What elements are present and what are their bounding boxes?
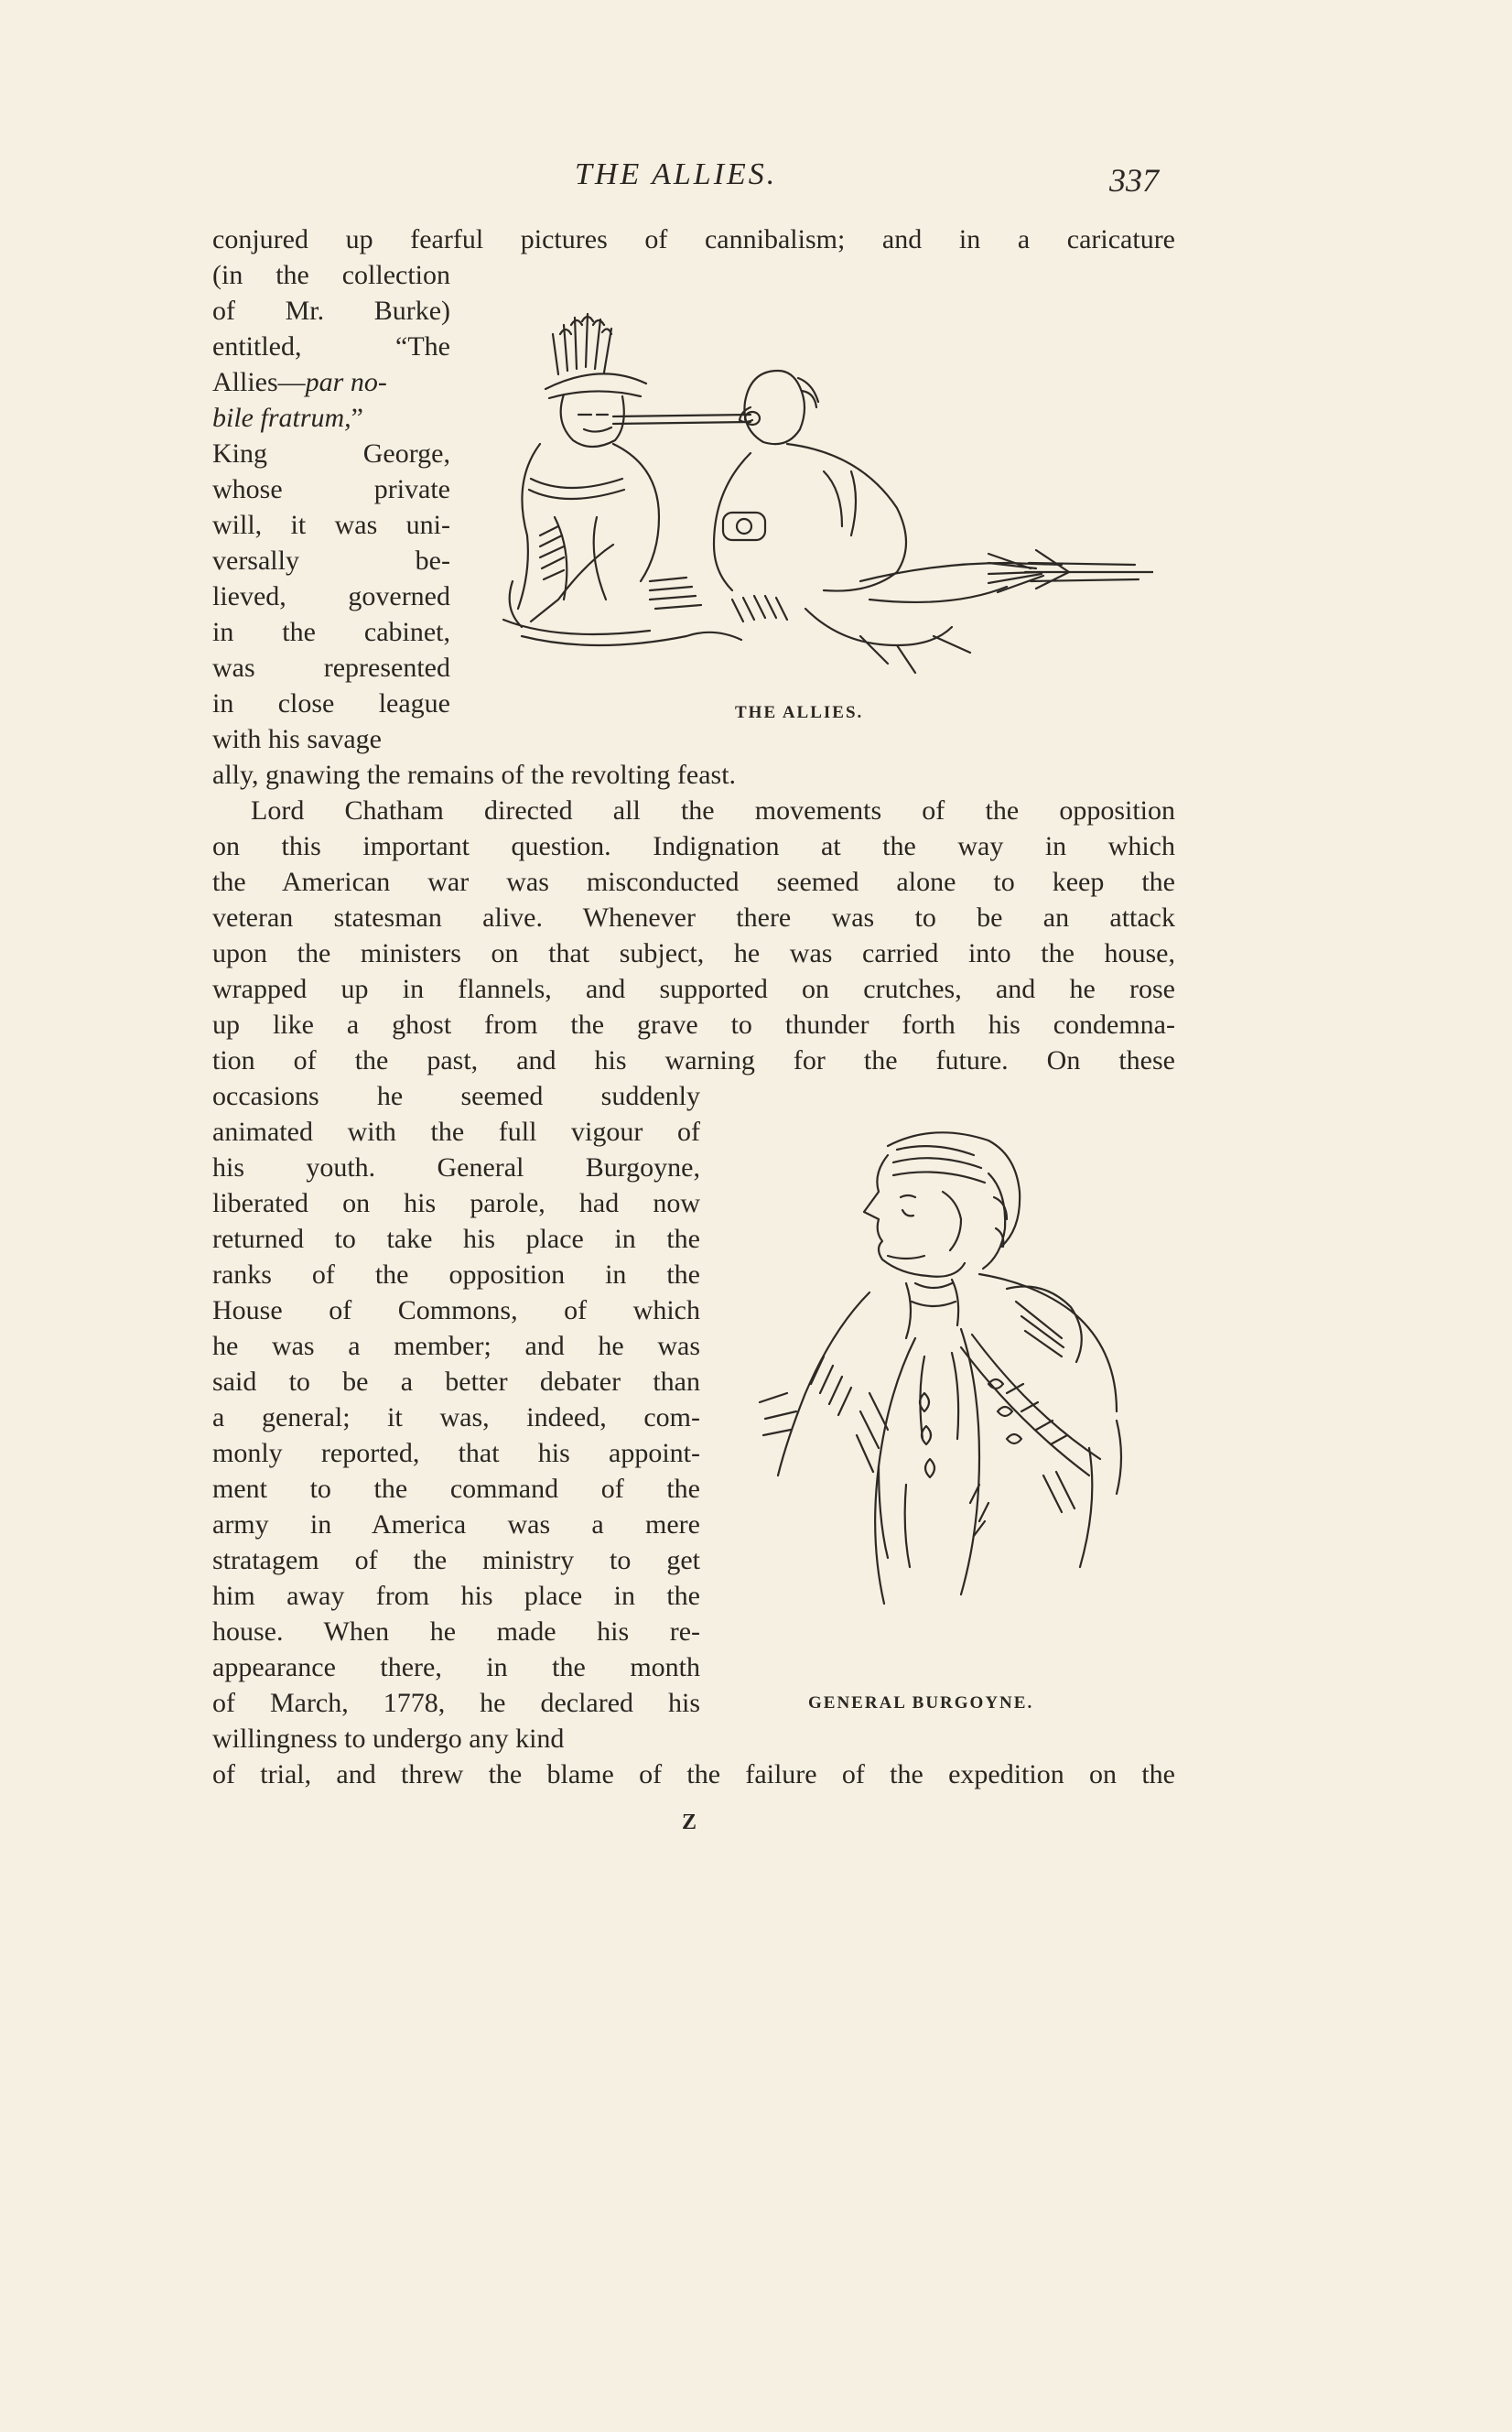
text-span: ” bbox=[351, 403, 363, 433]
allies-illustration bbox=[476, 307, 1153, 691]
text-line: entitled, “The bbox=[212, 331, 450, 362]
text-line: ranks of the opposition in the bbox=[212, 1259, 700, 1290]
text-line: of trial, and threw the blame of the failure of the expedition on the bbox=[212, 1759, 1175, 1789]
signature-mark: Z bbox=[682, 1810, 697, 1834]
text-line: on this important question. Indignation at the way in which bbox=[212, 831, 1175, 861]
text-line: of March, 1778, he declared his bbox=[212, 1688, 700, 1718]
text-line: with his savage bbox=[212, 724, 382, 754]
text-line: in close league bbox=[212, 688, 450, 719]
text-line: House of Commons, of which bbox=[212, 1295, 700, 1325]
text-line: lieved, governed bbox=[212, 581, 450, 611]
text-line: him away from his place in the bbox=[212, 1581, 700, 1611]
text-line: animated with the full vigour of bbox=[212, 1117, 700, 1147]
text-line: King George, bbox=[212, 438, 450, 469]
text-line: returned to take his place in the bbox=[212, 1224, 700, 1254]
allies-caption: THE ALLIES. bbox=[735, 703, 864, 722]
latin-phrase: par no- bbox=[305, 367, 387, 397]
text-line: wrapped up in flannels, and supported on crutches, and he rose bbox=[212, 974, 1175, 1004]
text-line: ment to the command of the bbox=[212, 1474, 700, 1504]
text-line: (in the collection bbox=[212, 260, 450, 290]
running-title: THE ALLIES. bbox=[575, 157, 778, 191]
text-line: upon the ministers on that subject, he was carried into the house, bbox=[212, 938, 1175, 968]
latin-phrase: bile fratrum, bbox=[212, 403, 351, 433]
text-line: ally, gnawing the remains of the revolting feast. bbox=[212, 760, 737, 790]
text-line: will, it was uni- bbox=[212, 510, 450, 540]
text-line: conjured up fearful pictures of cannibalism; and in a caricature bbox=[212, 224, 1175, 254]
text-line: monly reported, that his appoint- bbox=[212, 1438, 700, 1468]
text-line: whose private bbox=[212, 474, 450, 504]
text-line: a general; it was, indeed, com- bbox=[212, 1402, 700, 1432]
text-line: tion of the past, and his warning for the future. On these bbox=[212, 1045, 1175, 1075]
text-span: Allies— bbox=[212, 367, 306, 397]
burgoyne-engraving bbox=[732, 1119, 1172, 1668]
text-line bbox=[212, 364, 450, 400]
burgoyne-illustration bbox=[732, 1119, 1172, 1668]
text-line: of Mr. Burke) bbox=[212, 296, 450, 326]
burgoyne-caption: GENERAL BURGOYNE. bbox=[808, 1693, 1034, 1713]
text-line: up like a ghost from the grave to thunder forth his condemna- bbox=[212, 1010, 1175, 1040]
text-line: said to be a better debater than bbox=[212, 1367, 700, 1397]
text-line: he was a member; and he was bbox=[212, 1331, 700, 1361]
text-line: army in America was a mere bbox=[212, 1509, 700, 1540]
text-line: in the cabinet, bbox=[212, 617, 450, 647]
text-line: willingness to undergo any kind bbox=[212, 1724, 565, 1754]
text-line: was represented bbox=[212, 653, 450, 683]
text-line: veteran statesman alive. Whenever there was to be an attack bbox=[212, 903, 1175, 933]
text-line: occasions he seemed suddenly bbox=[212, 1081, 700, 1111]
text-line: his youth. General Burgoyne, bbox=[212, 1152, 700, 1183]
text-line: the American war was misconducted seemed alone to keep the bbox=[212, 867, 1175, 897]
text-line: house. When he made his re- bbox=[212, 1616, 700, 1647]
text-line bbox=[212, 400, 450, 436]
text-line: stratagem of the ministry to get bbox=[212, 1545, 700, 1575]
text-line: appearance there, in the month bbox=[212, 1652, 700, 1682]
text-line: liberated on his parole, had now bbox=[212, 1188, 700, 1218]
text-line: Lord Chatham directed all the movements of the opposition bbox=[251, 795, 1175, 826]
text-line: versally be- bbox=[212, 546, 450, 576]
allies-engraving bbox=[476, 307, 1153, 691]
page-number: 337 bbox=[1109, 162, 1159, 199]
